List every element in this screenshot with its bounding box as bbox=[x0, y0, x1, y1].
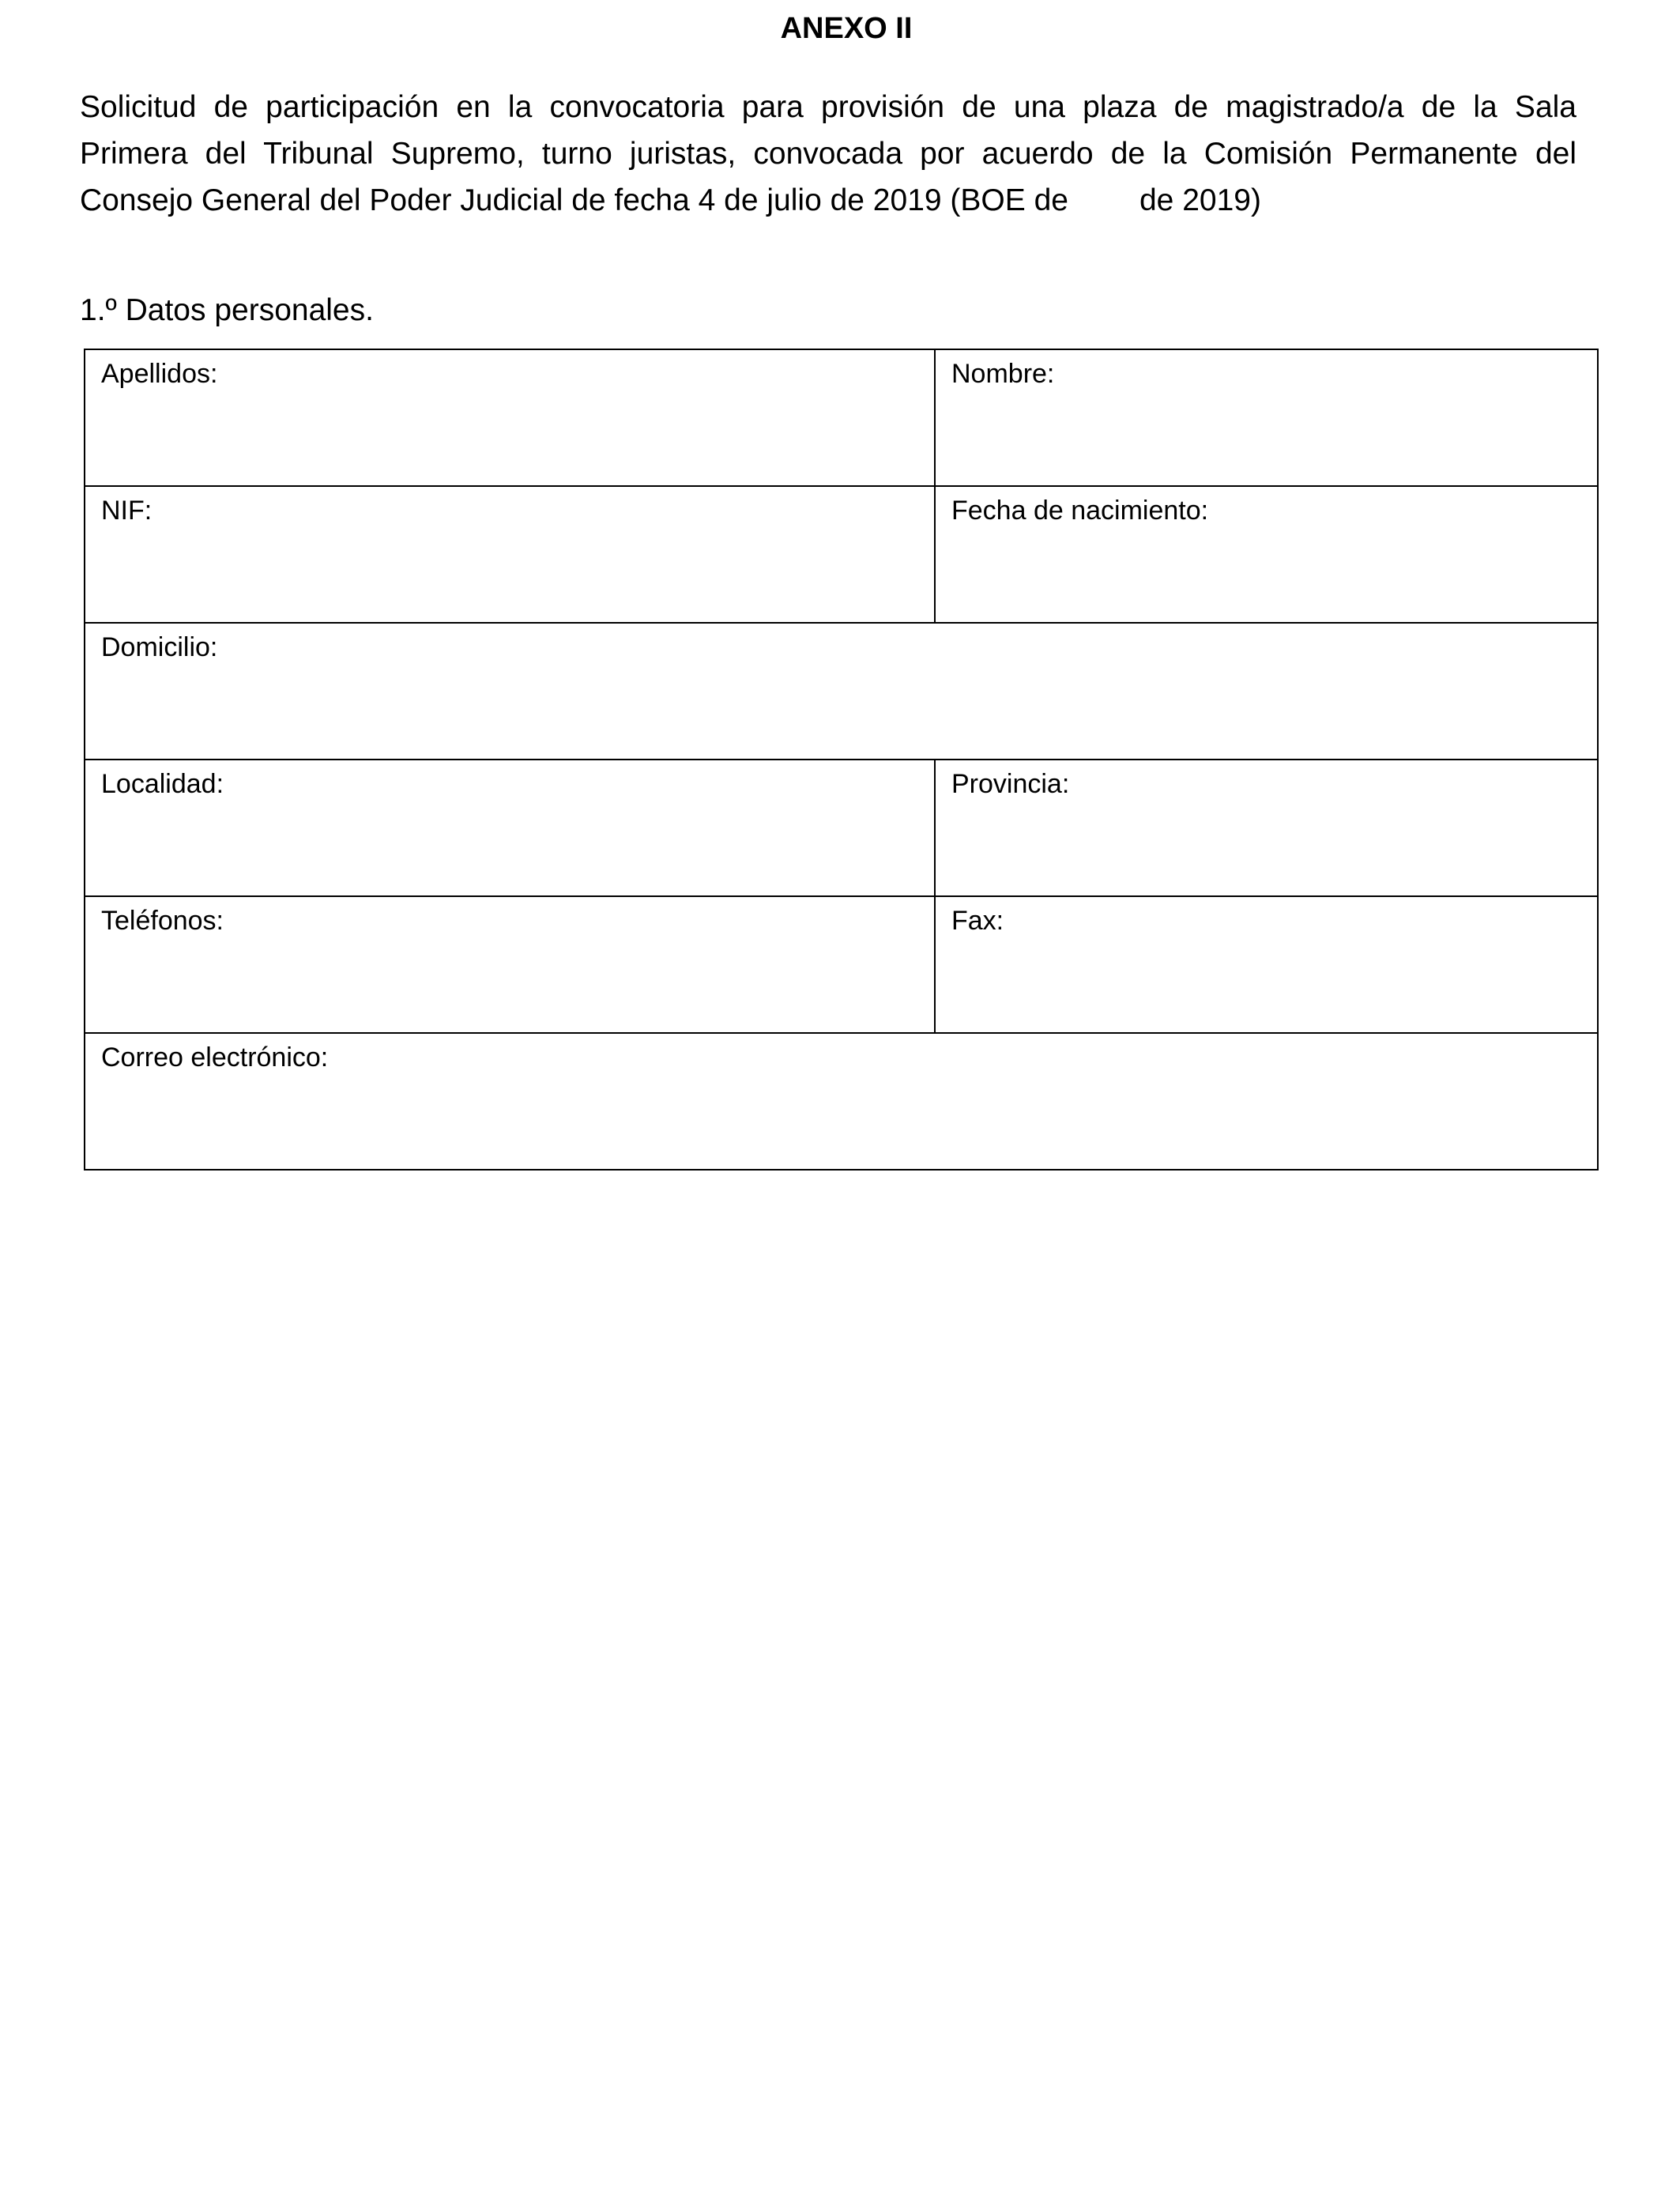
intro-paragraph bbox=[80, 84, 1576, 224]
domicilio-label: Domicilio: bbox=[101, 632, 218, 662]
nombre-field[interactable] bbox=[935, 349, 1598, 486]
fecha-nacimiento-label: Fecha de nacimiento: bbox=[951, 496, 1209, 526]
intro-line: de 2019) bbox=[1139, 183, 1261, 217]
nif-label: NIF: bbox=[101, 496, 153, 526]
correo-electronico-label: Correo electrónico: bbox=[101, 1042, 329, 1072]
localidad-label: Localidad: bbox=[101, 769, 224, 799]
fax-label: Fax: bbox=[951, 906, 1004, 936]
section-heading-datos-personales: 1.º Datos personales. bbox=[80, 293, 374, 327]
table-row bbox=[85, 623, 1598, 760]
correo-electronico-field[interactable] bbox=[85, 1033, 1598, 1170]
domicilio-field[interactable] bbox=[85, 623, 1598, 760]
apellidos-label: Apellidos: bbox=[101, 359, 218, 389]
localidad-field[interactable] bbox=[85, 760, 935, 896]
table-row bbox=[85, 896, 1598, 1033]
fax-field[interactable] bbox=[935, 896, 1598, 1033]
personal-data-table bbox=[84, 349, 1599, 1171]
apellidos-field[interactable] bbox=[85, 349, 935, 486]
table-row bbox=[85, 486, 1598, 623]
intro-line: Primera del Tribunal Supremo, turno juristas, convocada por acuerdo de la Comisión Permanente del bbox=[80, 137, 1576, 171]
intro-line: Consejo General del Poder Judicial de fecha 4 de julio de 2019 (BOE de bbox=[80, 183, 1068, 217]
telefonos-field[interactable] bbox=[85, 896, 935, 1033]
table-row bbox=[85, 760, 1598, 896]
fecha-nacimiento-field[interactable] bbox=[935, 486, 1598, 623]
nif-field[interactable] bbox=[85, 486, 935, 623]
table-row bbox=[85, 349, 1598, 486]
intro-line: Solicitud de participación en la convocatoria para provisión de una plaza de magistrado/a de la Sala bbox=[80, 90, 1576, 124]
telefonos-label: Teléfonos: bbox=[101, 906, 224, 936]
provincia-label: Provincia: bbox=[951, 769, 1070, 799]
nombre-label: Nombre: bbox=[951, 359, 1055, 389]
provincia-field[interactable] bbox=[935, 760, 1598, 896]
page-title: ANEXO II bbox=[780, 12, 913, 45]
table-row bbox=[85, 1033, 1598, 1170]
intro-line-boe bbox=[80, 177, 1576, 224]
